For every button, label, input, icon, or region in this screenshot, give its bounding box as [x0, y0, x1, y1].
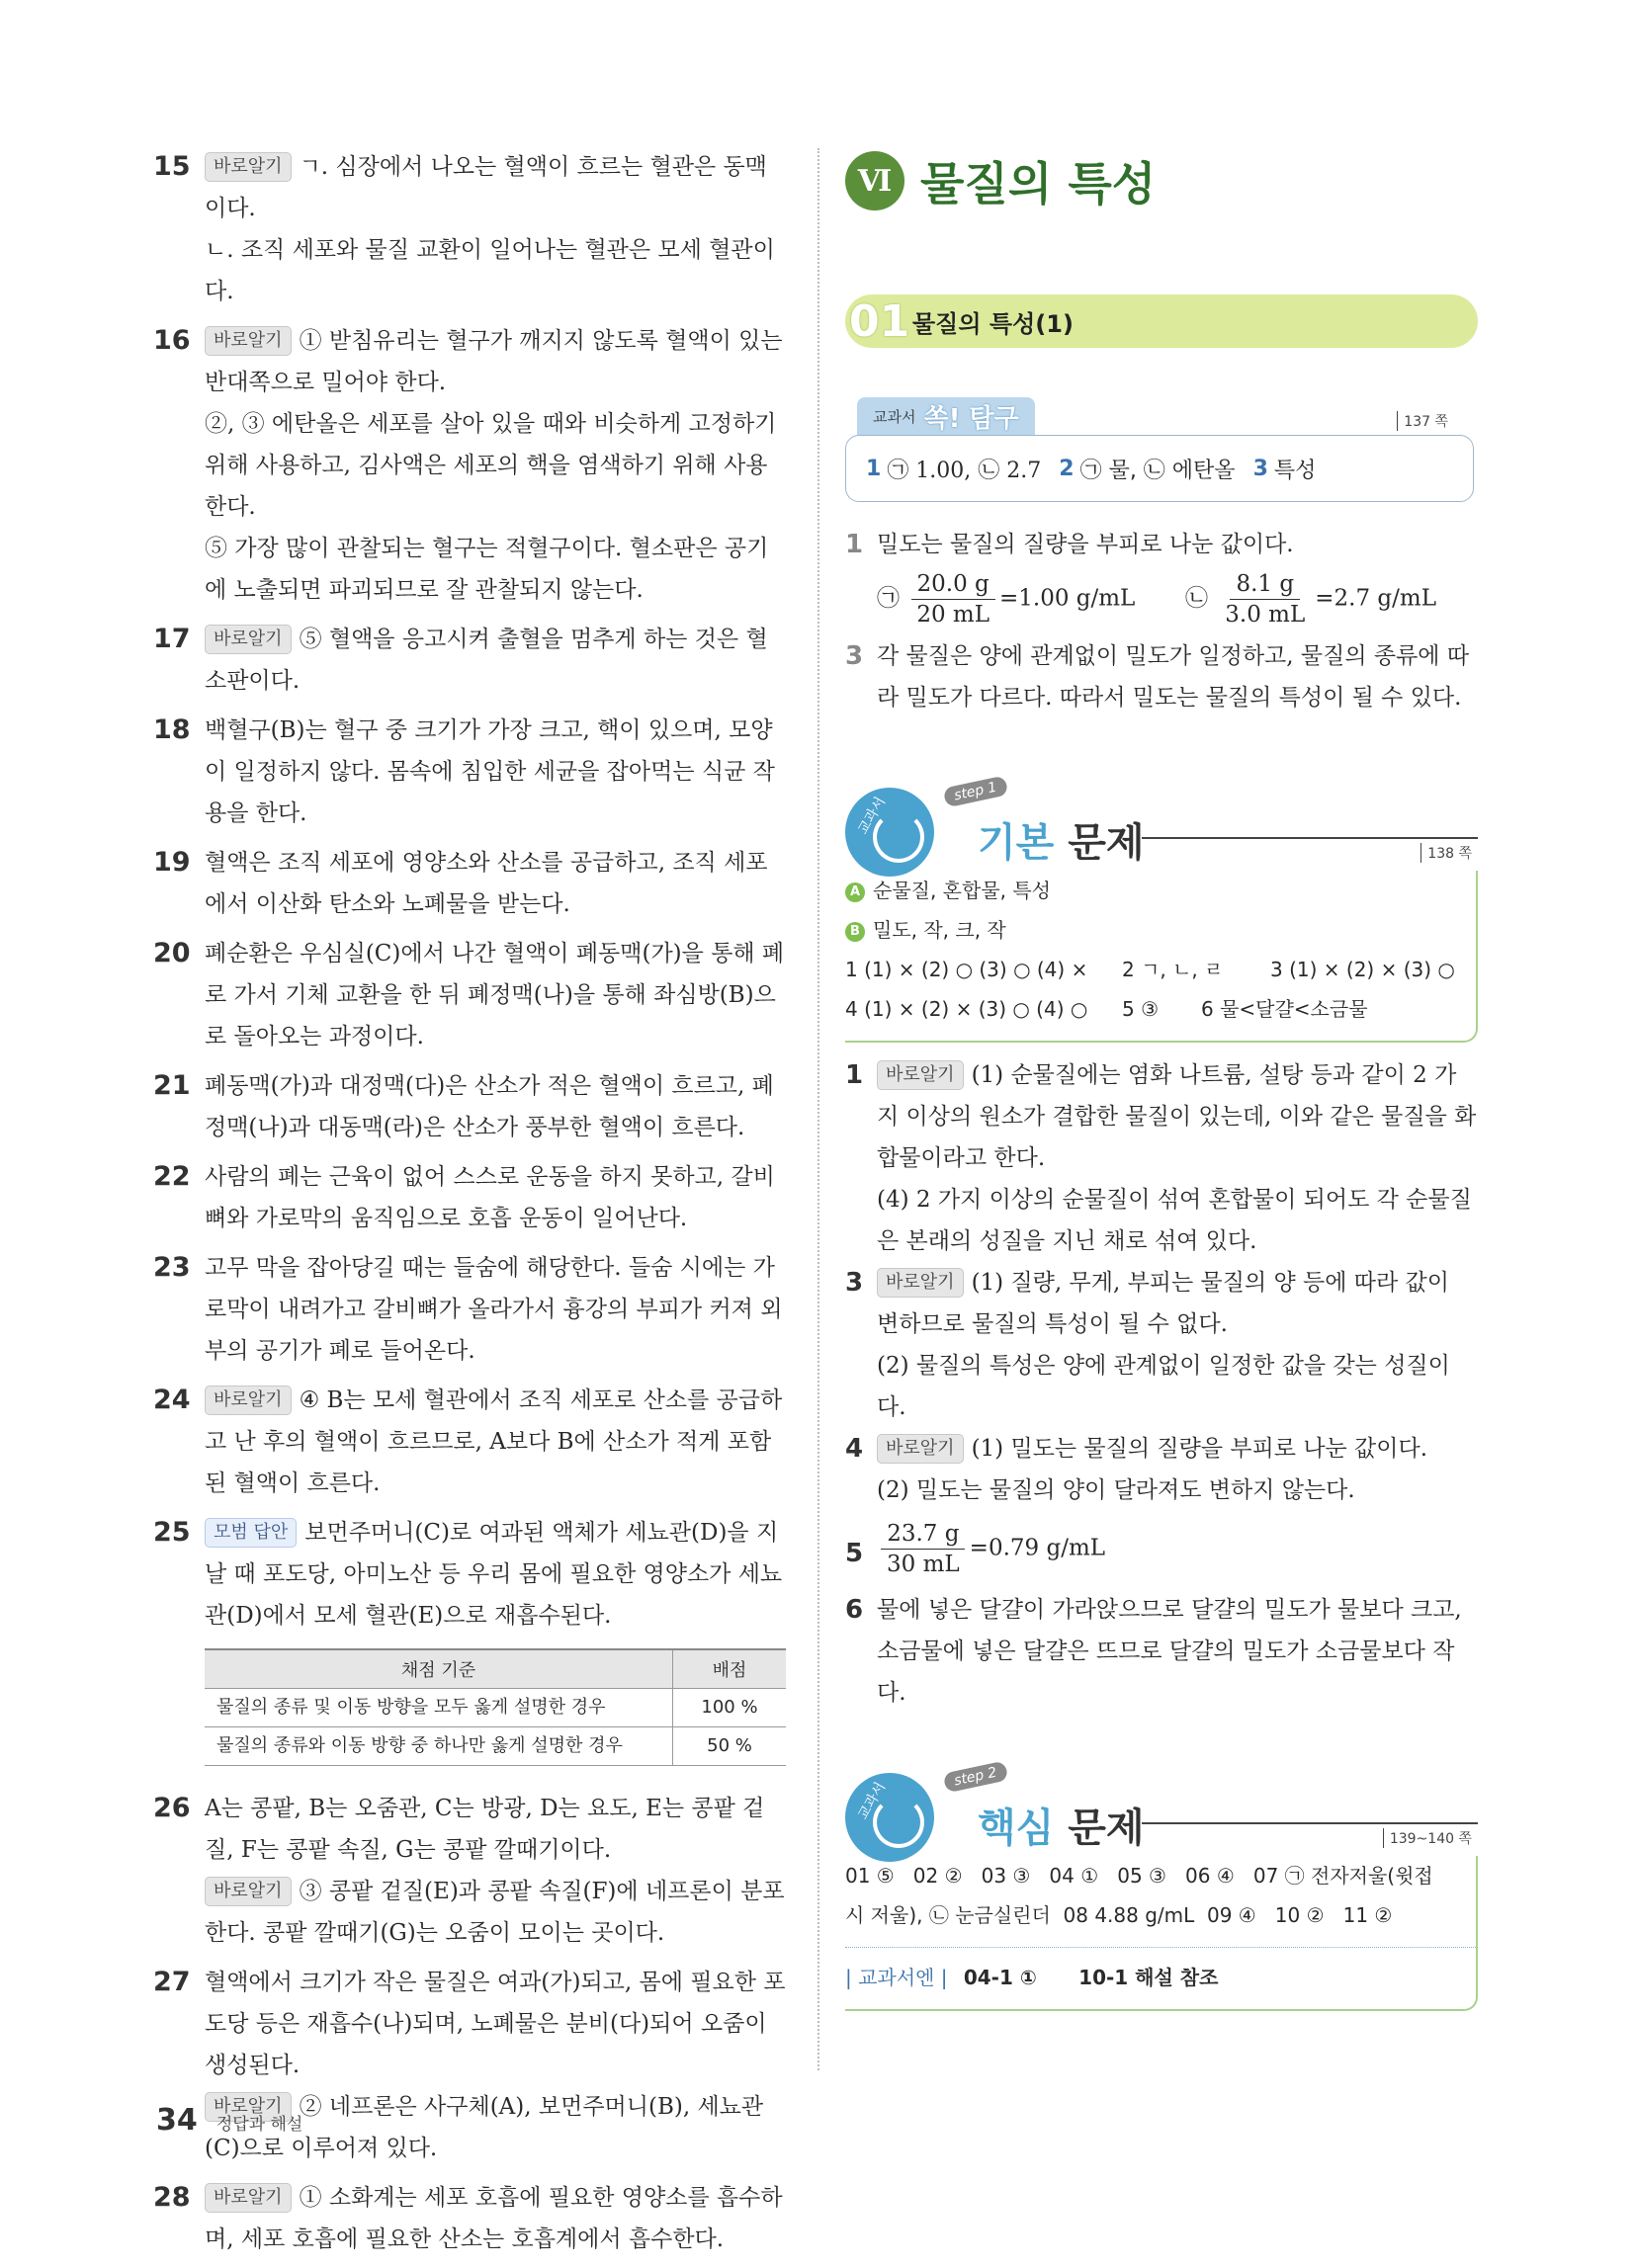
left-column — [153, 146, 786, 2268]
item-text: ⑤ 가장 많이 관찰되는 혈구는 적혈구이다. 혈소판은 공기에 노출되면 파괴되므로 잘 관찰되지 않는다. — [205, 536, 769, 603]
answer-text: 순물질, 혼합물, 특성 — [873, 879, 1051, 902]
answer-item — [153, 146, 786, 312]
correction-tag: 바로알기 — [205, 2092, 292, 2122]
explanation-item — [845, 1589, 1478, 1714]
step-title — [978, 1797, 1145, 1853]
item-text: (2) 밀도는 물질의 양이 달라져도 변하지 않는다. — [877, 1477, 1355, 1503]
item-number: 19 — [153, 847, 191, 878]
explore-answer-text: ㉠ 1.00, ㉡ 2.7 — [887, 458, 1042, 483]
table-cell: 50 % — [673, 1727, 787, 1766]
step2-answers-panel — [845, 1856, 1478, 2011]
item-paragraph — [205, 1156, 786, 1239]
textbook-logo-icon — [845, 1773, 934, 1862]
answer-line: 시 저울), ㉡ 눈금실린더 08 4.88 g/mL 09 ④ 10 ② 11 ② — [845, 1903, 1393, 1927]
explore-box — [845, 397, 1478, 506]
formula-mark: ㉠ — [877, 585, 900, 612]
extra-label: | 교과서엔 | — [845, 1966, 948, 1989]
item-text: 폐순환은 우심실(C)에서 나간 혈액이 폐동맥(가)을 통해 폐로 가서 기체 교환을 한 뒤 폐정맥(나)을 통해 좌심방(B)으로 돌아오는 과정이다. — [205, 941, 785, 1050]
item-text: ④ B는 모세 혈관에서 조직 세포로 산소를 공급하고 난 후의 혈액이 흐르므로, A보다 B에 산소가 적게 포함된 혈액이 흐른다. — [205, 1387, 783, 1496]
answer-item — [153, 619, 786, 702]
item-text: 혈액은 조직 세포에 영양소와 산소를 공급하고, 조직 세포에서 이산화 탄소와 노폐물을 받는다. — [205, 850, 768, 917]
logo-text: 교과서 — [855, 794, 890, 838]
table-row — [205, 1689, 786, 1727]
item-paragraph — [205, 842, 786, 925]
item-text: ㄴ. 조직 세포와 물질 교환이 일어나는 혈관은 모세 혈관이다. — [205, 237, 775, 304]
chapter-header — [845, 146, 1478, 215]
step-title-emphasis: 핵심 — [978, 1806, 1055, 1851]
formula-result: =1.00 g/mL — [998, 585, 1136, 612]
item-paragraph — [205, 933, 786, 1057]
answer-text: 밀도, 작, 크, 작 — [873, 918, 1006, 942]
table-cell: 물질의 종류와 이동 방향 중 하나만 옳게 설명한 경우 — [205, 1727, 673, 1766]
explore-answer-num: 2 — [1059, 456, 1075, 481]
item-text: 밀도는 물질의 질량을 부피로 나눈 값이다. — [877, 532, 1294, 557]
item-paragraph — [877, 1345, 1478, 1428]
item-paragraph — [205, 1962, 786, 2086]
item-paragraph — [877, 1262, 1478, 1345]
section-title: 물질의 특성(1) — [912, 309, 1074, 338]
section-bar — [845, 294, 1478, 348]
item-text: (1) 순물질에는 염화 나트륨, 설탕 등과 같이 2 가지 이상의 원소가 결합한 물질이 있는데, 이와 같은 물질을 화합물이라고 한다. — [877, 1062, 1477, 1171]
fraction-numerator: 8.1 g — [1230, 569, 1300, 600]
step-title-rest: 문제 — [1054, 1806, 1145, 1851]
fraction — [881, 1519, 966, 1579]
item-text: (4) 2 가지 이상의 순물질이 섞여 혼합물이 되어도 각 순물질은 본래의 성질을 지닌 채로 섞여 있다. — [877, 1187, 1472, 1254]
item-text: 보먼주머니(C)로 여과된 액체가 세뇨관(D)을 지날 때 포도당, 아미노산 등 우리 몸에 필요한 영양소가 세뇨관(D)에서 모세 혈관(E)으로 재흡수된다. — [205, 1520, 783, 1629]
explore-answer-num: 1 — [866, 456, 882, 481]
item-paragraph — [205, 1512, 786, 1637]
page-section-name: 정답과 해설 — [215, 2115, 303, 2135]
table-cell: 100 % — [673, 1689, 787, 1727]
page-number: 34 — [156, 2103, 198, 2138]
item-number: 18 — [153, 714, 191, 745]
answer-text: 5 ③ — [1122, 997, 1160, 1021]
answer-item — [153, 1247, 786, 1372]
fraction-denominator: 30 mL — [887, 1552, 960, 1577]
explanation-item — [845, 524, 1478, 630]
item-text: ① 받침유리는 혈구가 깨지지 않도록 혈액이 있는 반대쪽으로 밀어야 한다. — [205, 328, 783, 395]
fraction-numerator: 23.7 g — [881, 1519, 965, 1550]
answer-text: 3 (1) × (2) × (3) ○ — [1270, 958, 1455, 981]
item-number: 26 — [153, 1793, 191, 1823]
explore-label — [857, 397, 1035, 435]
item-paragraph — [877, 1428, 1478, 1470]
answer-item — [153, 933, 786, 1057]
item-paragraph — [205, 1247, 786, 1372]
explore-answers — [845, 435, 1474, 502]
answer-item — [153, 1788, 786, 1954]
fraction-denominator: 3.0 mL — [1225, 602, 1306, 628]
item-number: 16 — [153, 325, 191, 356]
fraction-numerator: 20.0 g — [911, 569, 995, 600]
item-text: ㄱ. 심장에서 나오는 혈액이 흐르는 혈관은 동맥이다. — [205, 154, 767, 221]
answer-line — [845, 950, 1476, 989]
density-formulas — [877, 569, 1478, 630]
answer-line — [845, 871, 1476, 910]
correction-tag: 바로알기 — [877, 1434, 964, 1464]
item-text: A는 콩팥, B는 오줌관, C는 방광, D는 요도, E는 콩팥 겉질, F는 콩팥 속질, G는 콩팥 깔때기이다. — [205, 1796, 765, 1863]
item-text: 백혈구(B)는 혈구 중 크기가 가장 크고, 핵이 있으며, 모양이 일정하지 않다. 몸속에 침입한 세균을 잡아먹는 식균 작용을 한다. — [205, 717, 775, 826]
label-b-icon: B — [845, 922, 865, 942]
table-cell: 물질의 종류 및 이동 방향을 모두 옳게 설명한 경우 — [205, 1689, 673, 1727]
textbook-extra-line — [845, 1947, 1476, 1997]
explanation-item — [845, 635, 1478, 718]
step-page-ref: 139~140 쪽 — [1383, 1828, 1472, 1848]
grading-header: 채점 기준 — [205, 1649, 673, 1689]
logo-text: 교과서 — [855, 1779, 890, 1823]
item-paragraph — [877, 1054, 1478, 1179]
answer-item — [845, 1262, 1478, 1428]
grading-table — [205, 1648, 786, 1766]
answer-item — [845, 1054, 1478, 1262]
correction-tag: 바로알기 — [877, 1060, 964, 1090]
step-page-ref: 138 쪽 — [1420, 843, 1472, 863]
item-paragraph — [877, 1470, 1478, 1511]
step2-core-problems — [845, 1764, 1478, 1990]
item-number: 15 — [153, 151, 191, 182]
fraction-denominator: 20 mL — [916, 602, 990, 628]
page-footer — [156, 2103, 302, 2138]
item-text: (2) 물질의 특성은 양에 관계없이 일정한 값을 갖는 성질이다. — [877, 1353, 1450, 1420]
item-number: 6 — [845, 1595, 864, 1625]
answer-line: 01 ⑤ 02 ② 03 ③ 04 ① 05 ③ 06 ④ 07 ㉠ 전자저울(윗접 — [845, 1864, 1433, 1888]
item-text: ⑤ 혈액을 응고시켜 출혈을 멈추게 하는 것은 혈소판이다. — [205, 627, 768, 694]
fraction — [910, 569, 995, 630]
density-formula — [877, 1519, 1478, 1579]
answer-item — [153, 710, 786, 834]
step-number: step 2 — [943, 1761, 1008, 1794]
item-text: (1) 질량, 무게, 부피는 물질의 양 등에 따라 값이 변하므로 물질의 특성이 될 수 없다. — [877, 1270, 1449, 1337]
answer-text: 6 물<달걀<소금물 — [1201, 997, 1368, 1021]
item-paragraph — [205, 229, 786, 312]
correction-tag: 바로알기 — [205, 1386, 292, 1415]
item-paragraph — [205, 619, 786, 702]
formula-mark: ㉡ — [1184, 585, 1208, 612]
explore-answer-text: ㉠ 물, ㉡ 에탄올 — [1079, 458, 1236, 483]
item-paragraph — [205, 403, 786, 528]
item-text: 각 물질은 양에 관계없이 밀도가 일정하고, 물질의 종류에 따라 밀도가 다르다. 따라서 밀도는 물질의 특성이 될 수 있다. — [877, 643, 1470, 711]
answer-item — [845, 1428, 1478, 1511]
answer-text: 4 (1) × (2) × (3) ○ (4) ○ — [845, 997, 1088, 1021]
item-number: 17 — [153, 624, 191, 654]
title-rule — [1142, 1822, 1478, 1824]
fraction — [1219, 569, 1311, 630]
extra-answer: 04-1 ① — [963, 1966, 1037, 1989]
item-number: 22 — [153, 1161, 191, 1192]
step1-basic-problems — [845, 779, 1478, 1054]
item-number: 3 — [845, 1268, 864, 1298]
chapter-title: 물질의 특성 — [920, 157, 1157, 210]
item-text: 고무 막을 잡아당길 때는 들숨에 해당한다. 들숨 시에는 가로막이 내려가고 갈비뼈가 올라가서 흉강의 부피가 커져 외부의 공기가 폐로 들어온다. — [205, 1255, 783, 1364]
answer-text: 2 ㄱ, ㄴ, ㄹ — [1122, 958, 1224, 981]
item-number: 24 — [153, 1385, 191, 1415]
item-paragraph — [205, 146, 786, 229]
answer-item — [153, 1156, 786, 1239]
correction-tag: 바로알기 — [205, 625, 292, 654]
item-number: 4 — [845, 1434, 864, 1464]
correction-tag: 바로알기 — [205, 152, 292, 182]
item-number: 21 — [153, 1070, 191, 1101]
explore-answer-num: 3 — [1252, 456, 1268, 481]
item-text: 폐동맥(가)과 대정맥(다)은 산소가 적은 혈액이 흐르고, 폐정맥(나)과 대동맥(라)은 산소가 풍부한 혈액이 흐른다. — [205, 1073, 774, 1140]
correction-tag: 바로알기 — [205, 2183, 292, 2213]
answer-item — [153, 1065, 786, 1148]
item-paragraph — [205, 1871, 786, 1954]
title-rule — [1142, 837, 1478, 839]
item-paragraph — [205, 1380, 786, 1504]
answer-item — [153, 842, 786, 925]
item-number: 3 — [845, 641, 864, 671]
explore-page-ref: 137 쪽 — [1397, 411, 1448, 431]
item-number: 5 — [845, 1539, 864, 1568]
item-text: ②, ③ 에탄올은 세포를 살아 있을 때와 비슷하게 고정하기 위해 사용하고, 김사액은 세포의 핵을 염색하기 위해 사용한다. — [205, 411, 777, 520]
item-paragraph — [205, 320, 786, 403]
model-answer-tag: 모범 답안 — [205, 1518, 297, 1548]
step-title — [978, 811, 1145, 868]
item-text: ② 네프론은 사구체(A), 보먼주머니(B), 세뇨관(C)으로 이루어져 있다. — [205, 2094, 764, 2161]
item-text: 혈액에서 크기가 작은 물질은 여과(가)되고, 몸에 필요한 포도당 등은 재흡수(나)되며, 노폐물은 분비(다)되어 오줌이 생성된다. — [205, 1970, 786, 2078]
label-a-icon: A — [845, 882, 865, 902]
answer-line — [845, 989, 1476, 1029]
item-text: 물에 넣은 달걀이 가라앉으므로 달걀의 밀도가 물보다 크고, 소금물에 넣은 달걀은 뜨므로 달걀의 밀도가 소금물보다 작다. — [877, 1597, 1462, 1706]
textbook-logo-icon — [845, 788, 934, 877]
item-number: 23 — [153, 1252, 191, 1283]
explore-label-small: 교과서 — [873, 407, 916, 426]
item-text: 사람의 폐는 근육이 없어 스스로 운동을 하지 못하고, 갈비뼈와 가로막의 움직임으로 호흡 운동이 일어난다. — [205, 1164, 775, 1231]
item-text: ③ 콩팥 겉질(E)과 콩팥 속질(F)에 네프론이 분포한다. 콩팥 깔때기(G)는 오줌이 모이는 곳이다. — [205, 1879, 785, 1946]
explanation-item — [845, 1519, 1478, 1579]
item-number: 1 — [845, 530, 864, 559]
section-number: 01 — [849, 295, 910, 347]
answer-item — [153, 1380, 786, 1504]
column-divider — [818, 148, 819, 2070]
step-number: step 1 — [943, 776, 1008, 808]
item-paragraph — [205, 528, 786, 611]
answer-item — [153, 1962, 786, 2169]
item-number: 25 — [153, 1517, 191, 1548]
item-number: 1 — [845, 1060, 864, 1090]
right-column — [845, 146, 1478, 1990]
correction-tag: 바로알기 — [205, 1877, 292, 1906]
grading-header: 배점 — [673, 1649, 787, 1689]
chapter-badge: Ⅵ — [845, 151, 904, 210]
step-title-emphasis: 기본 — [978, 820, 1055, 866]
step1-explanations — [845, 1054, 1478, 1511]
item-number: 27 — [153, 1967, 191, 1997]
answer-item — [153, 2177, 786, 2260]
correction-tag: 바로알기 — [205, 326, 292, 356]
explore-label-big: 쏙! 탐구 — [923, 403, 1019, 434]
item-number: 20 — [153, 938, 191, 968]
formula-result: =2.7 g/mL — [1315, 585, 1436, 612]
answer-item — [153, 1512, 786, 1637]
step1-answers-panel — [845, 871, 1478, 1043]
correction-tag: 바로알기 — [877, 1268, 964, 1298]
item-text: (1) 밀도는 물질의 질량을 부피로 나눈 값이다. — [971, 1436, 1428, 1462]
item-number: 28 — [153, 2182, 191, 2213]
item-text: ① 소화계는 세포 호흡에 필요한 영양소를 흡수하며, 세포 호흡에 필요한 산소는 호흡계에서 흡수한다. — [205, 2185, 783, 2252]
answer-line — [845, 910, 1476, 950]
formula-result: =0.79 g/mL — [969, 1535, 1106, 1561]
item-paragraph — [877, 1179, 1478, 1262]
explore-explanations — [845, 524, 1478, 718]
item-paragraph — [205, 710, 786, 834]
item-paragraph — [205, 2177, 786, 2260]
extra-answer: 10-1 해설 참조 — [1078, 1966, 1219, 1989]
item-paragraph — [205, 1788, 786, 1871]
step-title-rest: 문제 — [1054, 820, 1145, 866]
answer-text: 1 (1) × (2) ○ (3) ○ (4) × — [845, 958, 1088, 981]
explore-answer-text: 특성 — [1273, 458, 1317, 483]
table-row — [205, 1727, 786, 1766]
answer-item — [153, 320, 786, 611]
item-paragraph — [205, 1065, 786, 1148]
